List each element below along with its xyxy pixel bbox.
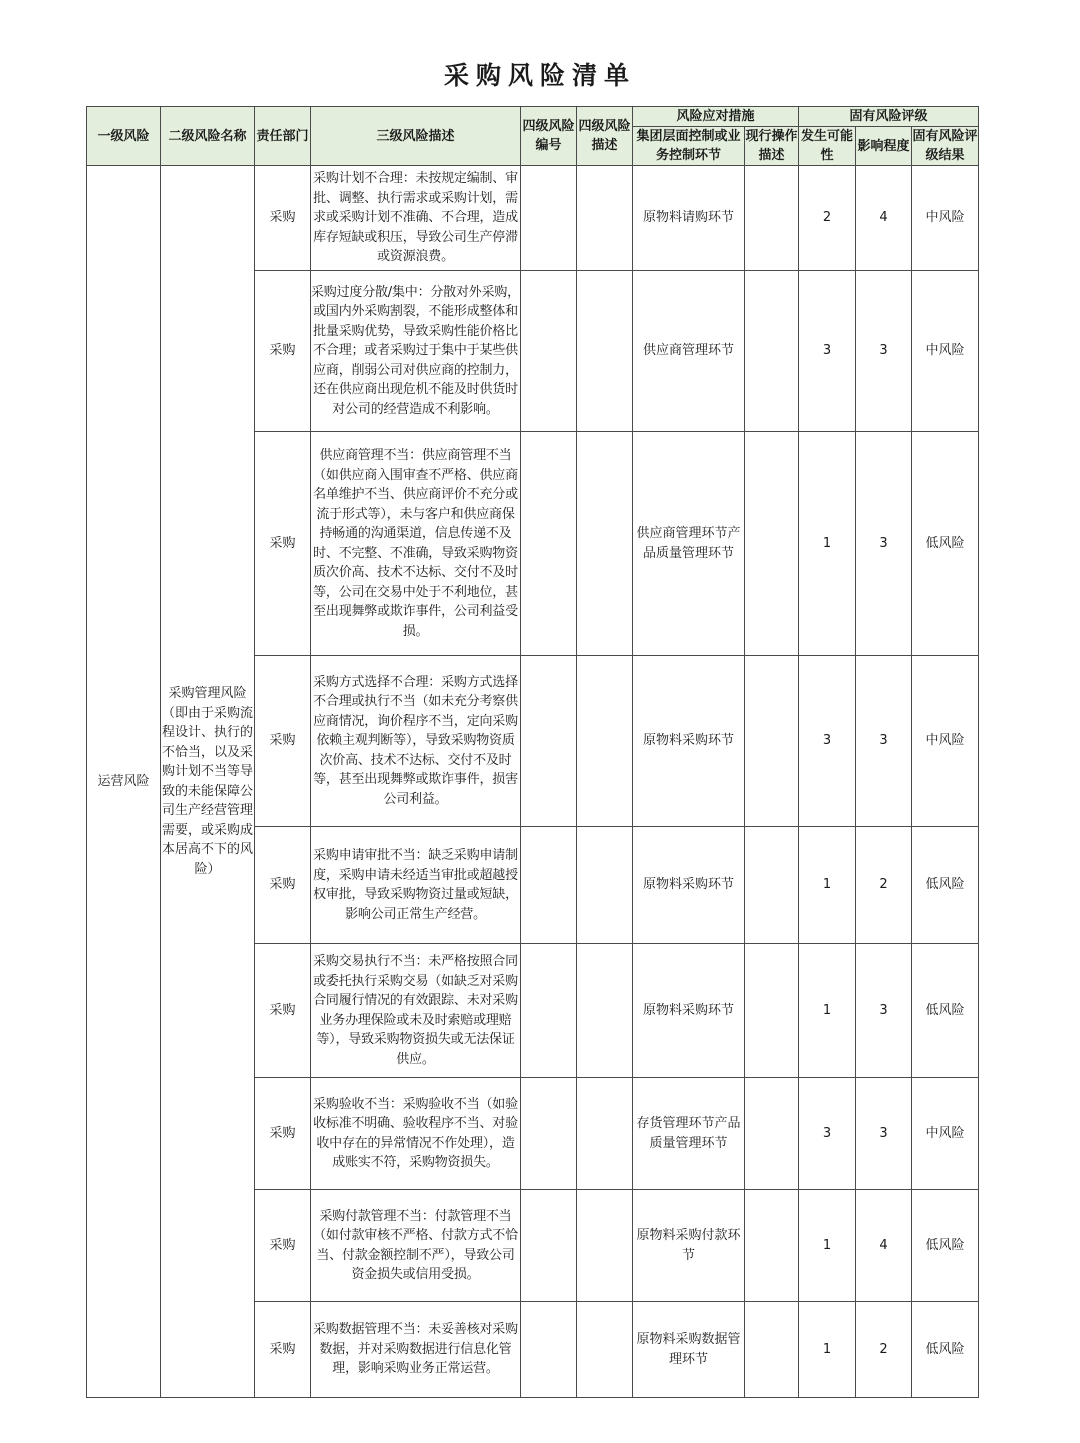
level1-risk-cell: 运营风险: [87, 166, 161, 1398]
control-cell: 供应商管理环节产品质量管理环节: [633, 432, 745, 656]
result-cell: 低风险: [912, 944, 979, 1078]
level4-code-cell: [521, 656, 577, 827]
header-current-op: 现行操作描述: [745, 127, 799, 166]
dept-cell: 采购: [255, 656, 311, 827]
level4-code-cell: [521, 1078, 577, 1190]
result-cell: 低风险: [912, 1302, 979, 1398]
level4-desc-cell: [577, 432, 633, 656]
result-cell: 中风险: [912, 656, 979, 827]
control-cell: 原物料采购环节: [633, 656, 745, 827]
level4-code-cell: [521, 271, 577, 432]
table-row: [87, 166, 979, 271]
header-row-top: [87, 107, 979, 127]
current-op-cell: [745, 656, 799, 827]
likelihood-cell: 1: [799, 827, 856, 944]
level4-code-cell: [521, 1302, 577, 1398]
current-op-cell: [745, 1302, 799, 1398]
impact-cell: 2: [856, 1302, 912, 1398]
level4-code-cell: [521, 166, 577, 271]
current-op-cell: [745, 432, 799, 656]
likelihood-cell: 3: [799, 656, 856, 827]
level4-code-cell: [521, 944, 577, 1078]
impact-cell: 3: [856, 271, 912, 432]
header-inherent-group: 固有风险评级: [799, 107, 979, 127]
dept-cell: 采购: [255, 1302, 311, 1398]
current-op-cell: [745, 1190, 799, 1302]
control-cell: 原物料采购数据管理环节: [633, 1302, 745, 1398]
header-response-group: 风险应对措施: [633, 107, 799, 127]
level3-desc-cell: 采购付款管理不当：付款管理不当（如付款审核不严格、付款方式不恰当、付款金额控制不严），导致公司资金损失或信用受损。: [311, 1190, 521, 1302]
control-cell: 原物料请购环节: [633, 166, 745, 271]
level4-desc-cell: [577, 166, 633, 271]
header-level3-desc: 三级风险描述: [311, 107, 521, 166]
level4-desc-cell: [577, 271, 633, 432]
likelihood-cell: 1: [799, 944, 856, 1078]
header-responsible-dept: 责任部门: [255, 107, 311, 166]
dept-cell: 采购: [255, 1190, 311, 1302]
likelihood-cell: 1: [799, 1302, 856, 1398]
level4-desc-cell: [577, 656, 633, 827]
likelihood-cell: 1: [799, 1190, 856, 1302]
header-level4-desc: 四级风险描述: [577, 107, 633, 166]
current-op-cell: [745, 944, 799, 1078]
dept-cell: 采购: [255, 1078, 311, 1190]
result-cell: 低风险: [912, 1190, 979, 1302]
level4-code-cell: [521, 432, 577, 656]
page-title: 采购风险清单: [443, 61, 636, 90]
header-impact: 影响程度: [856, 127, 912, 166]
result-cell: 中风险: [912, 1078, 979, 1190]
likelihood-cell: 3: [799, 271, 856, 432]
level3-desc-cell: 采购数据管理不当：未妥善核对采购数据，并对采购数据进行信息化管理，影响采购业务正常运营。: [311, 1302, 521, 1398]
header-level2-risk: 二级风险名称: [161, 107, 255, 166]
level4-desc-cell: [577, 827, 633, 944]
result-cell: 低风险: [912, 432, 979, 656]
level3-desc-cell: 采购申请审批不当：缺乏采购申请制度，采购申请未经适当审批或超越授权审批，导致采购物资过量或短缺，影响公司正常生产经营。: [311, 827, 521, 944]
impact-cell: 4: [856, 166, 912, 271]
current-op-cell: [745, 166, 799, 271]
result-cell: 低风险: [912, 827, 979, 944]
control-cell: 供应商管理环节: [633, 271, 745, 432]
current-op-cell: [745, 271, 799, 432]
level4-code-cell: [521, 827, 577, 944]
header-result: 固有风险评级结果: [912, 127, 979, 166]
level4-desc-cell: [577, 944, 633, 1078]
level2-risk-cell: 采购管理风险（即由于采购流程设计、执行的不恰当，以及采购计划不当等导致的未能保障公司生产经营管理需要，或采购成本居高不下的风险）: [161, 166, 255, 1398]
control-cell: 原物料采购环节: [633, 827, 745, 944]
level3-desc-cell: 采购交易执行不当：未严格按照合同或委托执行采购交易（如缺乏对采购合同履行情况的有效跟踪、未对采购业务办理保险或未及时索赔或理赔等），导致采购物资损失或无法保证供应。: [311, 944, 521, 1078]
control-cell: 原物料采购付款环节: [633, 1190, 745, 1302]
result-cell: 中风险: [912, 166, 979, 271]
level4-desc-cell: [577, 1190, 633, 1302]
dept-cell: 采购: [255, 944, 311, 1078]
control-cell: 存货管理环节产品质量管理环节: [633, 1078, 745, 1190]
level3-desc-cell: 采购方式选择不合理：采购方式选择不合理或执行不当（如未充分考察供应商情况，询价程序不当，定向采购依赖主观判断等），导致采购物资质次价高、技术不达标、交付不及时等，甚至出现舞弊或欺诈事件，损害公司利益。: [311, 656, 521, 827]
impact-cell: 4: [856, 1190, 912, 1302]
impact-cell: 3: [856, 656, 912, 827]
level3-desc-cell: 采购过度分散/集中：分散对外采购，或国内外采购割裂，不能形成整体和批量采购优势，导致采购性能价格比不合理；或者采购过于集中于某些供应商，削弱公司对供应商的控制力，还在供应商出现危机不能及时供货时对公司的经营造成不利影响。: [311, 271, 521, 432]
level3-desc-cell: 供应商管理不当：供应商管理不当（如供应商入围审查不严格、供应商名单维护不当、供应商评价不充分或流于形式等），未与客户和供应商保持畅通的沟通渠道，信息传递不及时、不完整、不准确，导致采购物资质次价高、技术不达标、交付不及时等，公司在交易中处于不利地位，甚至出现舞弊或欺诈事件，公司利益受损。: [311, 432, 521, 656]
impact-cell: 3: [856, 1078, 912, 1190]
header-level1-risk: 一级风险: [87, 107, 161, 166]
dept-cell: 采购: [255, 271, 311, 432]
impact-cell: 2: [856, 827, 912, 944]
level3-desc-cell: 采购验收不当：采购验收不当（如验收标准不明确、验收程序不当、对验收中存在的异常情况不作处理），造成账实不符，采购物资损失。: [311, 1078, 521, 1190]
header-level4-code: 四级风险编号: [521, 107, 577, 166]
dept-cell: 采购: [255, 827, 311, 944]
likelihood-cell: 3: [799, 1078, 856, 1190]
level4-desc-cell: [577, 1078, 633, 1190]
control-cell: 原物料采购环节: [633, 944, 745, 1078]
impact-cell: 3: [856, 944, 912, 1078]
likelihood-cell: 2: [799, 166, 856, 271]
dept-cell: 采购: [255, 432, 311, 656]
header-control: 集团层面控制或业务控制环节: [633, 127, 745, 166]
header-likelihood: 发生可能性: [799, 127, 856, 166]
likelihood-cell: 1: [799, 432, 856, 656]
level4-code-cell: [521, 1190, 577, 1302]
current-op-cell: [745, 1078, 799, 1190]
impact-cell: 3: [856, 432, 912, 656]
level3-desc-cell: 采购计划不合理：未按规定编制、审批、调整、执行需求或采购计划，需求或采购计划不准确、不合理，造成库存短缺或积压，导致公司生产停滞或资源浪费。: [311, 166, 521, 271]
risk-table: [86, 106, 979, 1398]
level4-desc-cell: [577, 1302, 633, 1398]
current-op-cell: [745, 827, 799, 944]
result-cell: 中风险: [912, 271, 979, 432]
dept-cell: 采购: [255, 166, 311, 271]
